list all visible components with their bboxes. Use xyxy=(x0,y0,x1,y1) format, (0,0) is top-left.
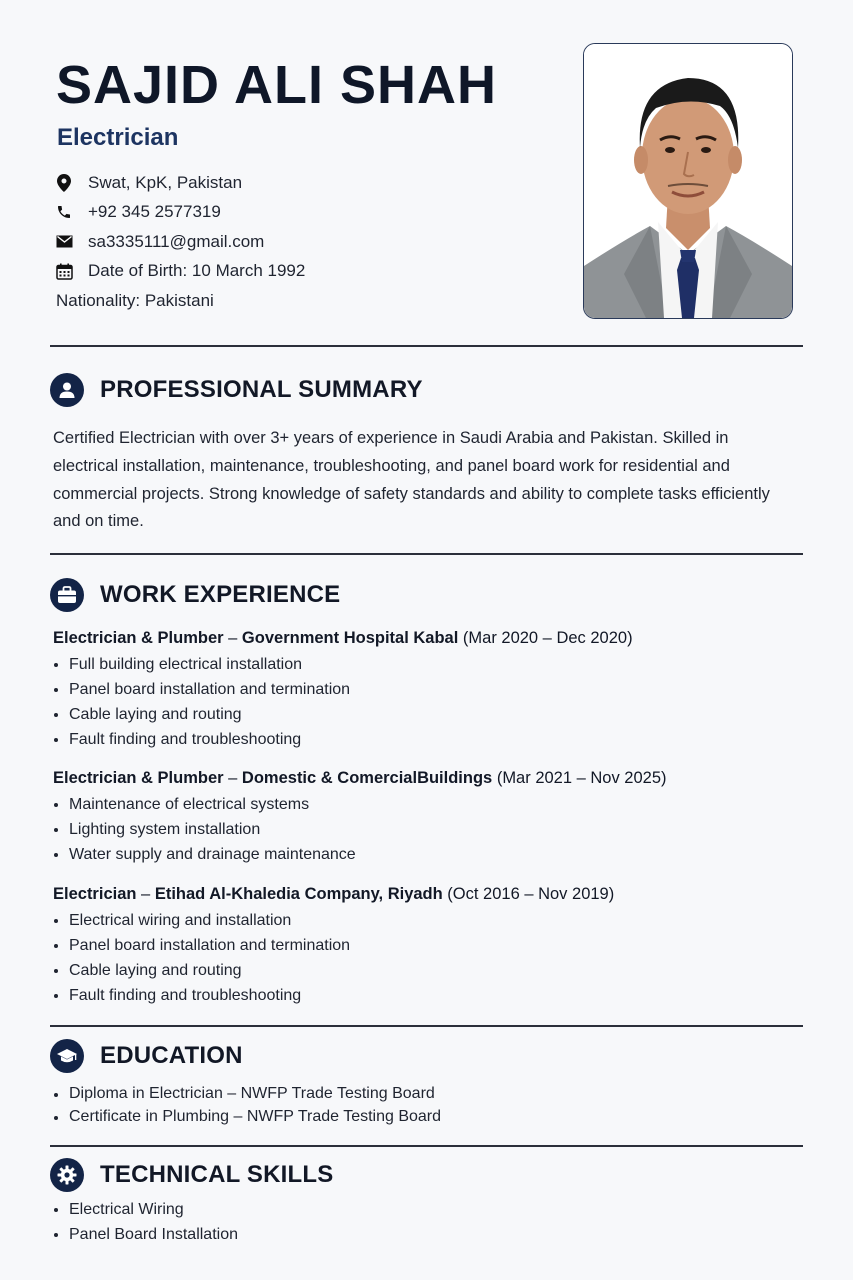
email-text: sa3335111@gmail.com xyxy=(88,231,265,251)
user-icon xyxy=(50,373,84,407)
job-header xyxy=(53,883,813,905)
dob-text: Date of Birth: 10 March 1992 xyxy=(88,261,306,281)
job-separator: – xyxy=(223,769,242,787)
list-item: Panel board installation and termination xyxy=(53,677,813,702)
job-duties xyxy=(53,652,813,752)
list-item: Electrical Wiring xyxy=(53,1197,813,1222)
skills-list xyxy=(53,1197,813,1247)
location-text: Swat, KpK, Pakistan xyxy=(88,172,243,192)
candidate-title: Electrician xyxy=(57,124,179,151)
list-item: Full building electrical installation xyxy=(53,652,813,677)
education-heading: EDUCATION xyxy=(100,1042,243,1069)
candidate-name: SAJID ALI SHAH xyxy=(56,55,498,115)
job-header xyxy=(53,627,813,649)
profile-photo xyxy=(583,43,793,319)
divider-summary xyxy=(50,553,803,555)
job-dates: (Mar 2021 – Nov 2025) xyxy=(492,769,667,787)
list-item: Cable laying and routing xyxy=(53,702,813,727)
graduation-cap-icon xyxy=(50,1039,84,1073)
list-item: Diploma in Electrician – NWFP Trade Testing Board xyxy=(53,1082,813,1105)
education-list xyxy=(53,1082,813,1128)
list-item: Cable laying and routing xyxy=(53,958,813,983)
job-company: Government Hospital Kabal xyxy=(241,629,459,647)
phone-text: +92 345 2577319 xyxy=(88,202,221,222)
skills-section-header xyxy=(50,1158,333,1192)
divider-experience xyxy=(50,1025,803,1027)
job-duties xyxy=(53,908,813,1008)
job-company: Domestic & ComercialBuildings xyxy=(241,769,493,787)
list-item: Panel board installation and termination xyxy=(53,933,813,958)
contact-email xyxy=(54,227,305,257)
contact-nationality xyxy=(54,286,305,316)
list-item: Fault finding and troubleshooting xyxy=(53,983,813,1008)
list-item: Water supply and drainage maintenance xyxy=(53,842,813,867)
job-dates: (Oct 2016 – Nov 2019) xyxy=(442,885,615,903)
summary-heading: PROFESSIONAL SUMMARY xyxy=(100,376,423,403)
experience-section-header xyxy=(50,578,340,612)
contact-info xyxy=(54,168,305,316)
map-pin-icon xyxy=(54,173,74,193)
phone-icon xyxy=(54,202,74,222)
job-separator: – xyxy=(136,885,155,903)
job-entry xyxy=(53,883,813,1008)
list-item: Panel Board Installation xyxy=(53,1222,813,1247)
job-entry xyxy=(53,627,813,752)
contact-location xyxy=(54,168,305,198)
job-duties xyxy=(53,792,813,867)
calendar-icon xyxy=(54,261,74,281)
job-header xyxy=(53,767,813,789)
experience-heading: WORK EXPERIENCE xyxy=(100,581,341,608)
education-section-header xyxy=(50,1039,243,1073)
summary-section-header xyxy=(50,373,423,407)
briefcase-icon xyxy=(50,578,84,612)
divider-header xyxy=(50,345,803,347)
job-separator: – xyxy=(223,629,242,647)
nationality-text: Nationality: Pakistani xyxy=(56,290,214,310)
skills-heading: TECHNICAL SKILLS xyxy=(100,1161,334,1188)
list-item: Electrical wiring and installation xyxy=(53,908,813,933)
gear-icon xyxy=(50,1158,84,1192)
list-item: Fault finding and troubleshooting xyxy=(53,727,813,752)
job-role: Electrician & Plumber xyxy=(53,769,224,787)
list-item: Maintenance of electrical systems xyxy=(53,792,813,817)
contact-dob xyxy=(54,257,305,287)
job-entry xyxy=(53,767,813,867)
list-item: Lighting system installation xyxy=(53,817,813,842)
summary-text: Certified Electrician with over 3+ years of experience in Saudi Arabia and Pakistan. Skilled in electrical installation, maintenance, troubleshooting, and panel board work for residential and commercial projects. Strong knowledge of safety standards and ability to complete tasks efficiently and on time. xyxy=(53,429,770,531)
job-company: Etihad Al-Khaledia Company, Riyadh xyxy=(154,885,443,903)
contact-phone xyxy=(54,198,305,228)
envelope-icon xyxy=(54,232,74,252)
divider-education xyxy=(50,1145,803,1147)
job-dates: (Mar 2020 – Dec 2020) xyxy=(458,629,633,647)
list-item: Certificate in Plumbing – NWFP Trade Testing Board xyxy=(53,1105,813,1128)
job-role: Electrician & Plumber xyxy=(53,629,224,647)
job-role: Electrician xyxy=(53,885,137,903)
